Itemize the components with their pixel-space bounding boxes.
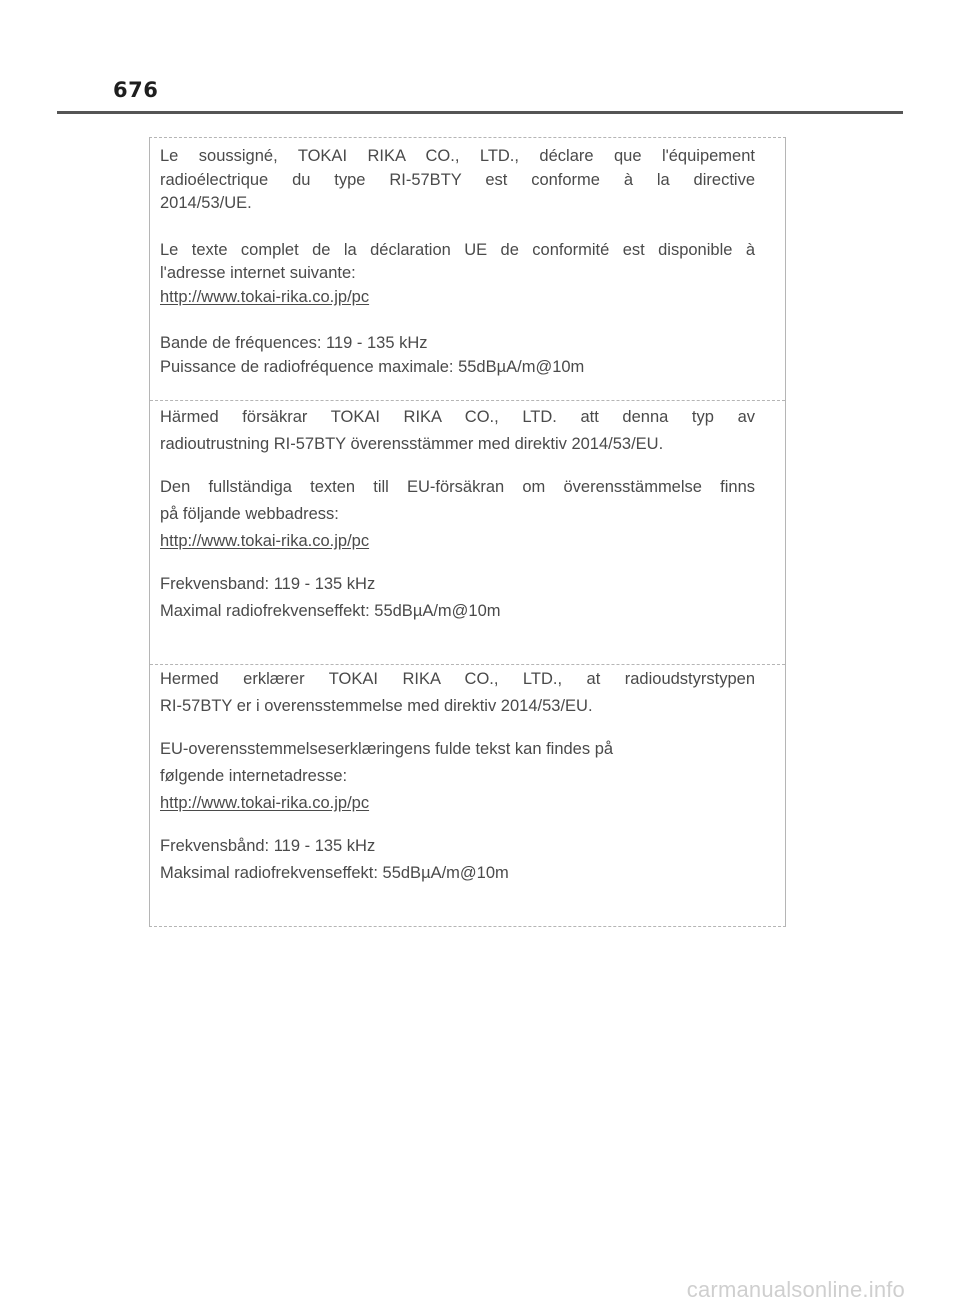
technical-paragraph-da <box>160 833 755 887</box>
section-french <box>150 138 785 400</box>
max-power: Maksimal radiofrekvenseffekt: 55dBµA/m@10m <box>160 864 509 882</box>
declaration-line: radioélectrique du type RI-57BTY est conforme à la directive <box>160 170 755 189</box>
frequency-band: Bande de fréquences: 119 - 135 kHz <box>160 334 428 352</box>
site-watermark: carmanualsonline.info <box>686 1277 905 1302</box>
fulltext-paragraph-da <box>160 736 755 817</box>
page-number: 676 <box>113 78 159 102</box>
frequency-band: Frekvensband: 119 - 135 kHz <box>160 575 376 593</box>
fulltext-line: Le texte complet de la déclaration UE de conformité est disponible à <box>160 240 755 259</box>
declaration-paragraph-da <box>160 666 755 720</box>
declaration-line: Hermed erklærer TOKAI RIKA CO., LTD., at radioudstyrstypen <box>160 670 755 688</box>
section-danish <box>150 664 785 927</box>
declaration-line: RI-57BTY er i overensstemmelse med direktiv 2014/53/EU. <box>160 697 593 715</box>
max-power: Maximal radiofrekvenseffekt: 55dBµA/m@10m <box>160 602 501 620</box>
frequency-band: Frekvensbånd: 119 - 135 kHz <box>160 837 376 855</box>
max-power: Puissance de radiofréquence maximale: 55dBµA/m@10m <box>160 357 585 376</box>
declaration-url-link[interactable]: http://www.tokai-rika.co.jp/pc <box>160 287 370 306</box>
fulltext-line: EU-overensstemmelseserklæringens fulde tekst kan findes på <box>160 740 614 758</box>
fulltext-line: l'adresse internet suivante: <box>160 264 356 282</box>
declaration-url-link[interactable]: http://www.tokai-rika.co.jp/pc <box>160 532 370 550</box>
declaration-line: 2014/53/UE. <box>160 194 252 212</box>
fulltext-line: følgende internetadresse: <box>160 767 348 785</box>
declaration-paragraph-sv <box>160 404 755 458</box>
fulltext-paragraph-fr <box>160 239 755 310</box>
section-swedish <box>150 400 785 664</box>
technical-paragraph-fr <box>160 332 755 379</box>
declaration-url-link[interactable]: http://www.tokai-rika.co.jp/pc <box>160 794 370 812</box>
fulltext-line: på följande webbadress: <box>160 505 339 523</box>
fulltext-paragraph-sv <box>160 474 755 555</box>
declaration-line: radioutrustning RI-57BTY överensstämmer med direktiv 2014/53/EU. <box>160 435 664 453</box>
header-rule <box>57 111 903 114</box>
declaration-line: Härmed försäkrar TOKAI RIKA CO., LTD. att denna typ av <box>160 408 755 426</box>
declaration-line: Le soussigné, TOKAI RIKA CO., LTD., déclare que l'équipement <box>160 147 755 165</box>
fulltext-line: Den fullständiga texten till EU-försäkran om överensstämmelse finns <box>160 478 755 496</box>
declaration-box <box>149 137 786 927</box>
technical-paragraph-sv <box>160 571 755 625</box>
declaration-paragraph-fr <box>160 145 755 216</box>
